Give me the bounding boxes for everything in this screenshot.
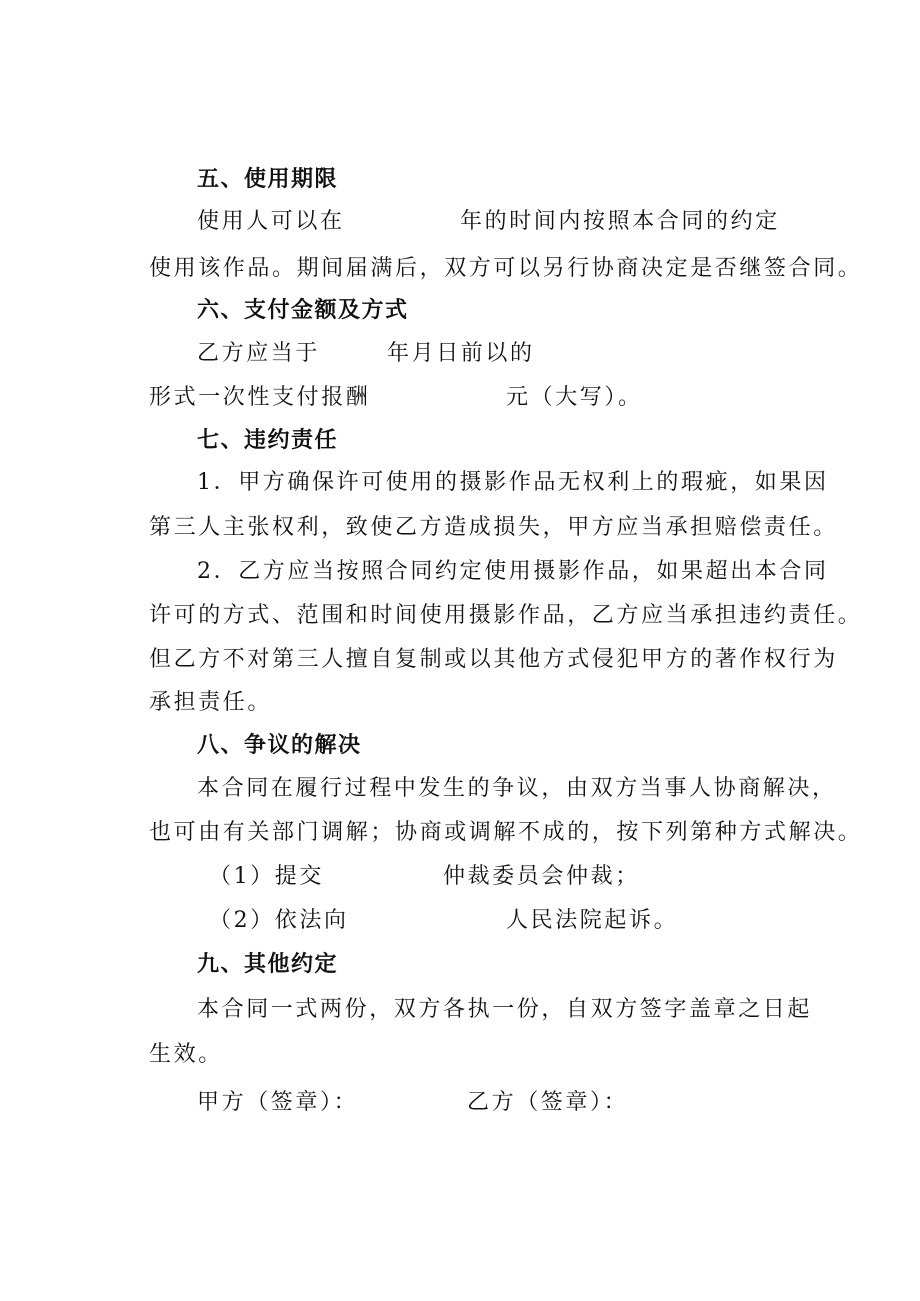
liability-item2-line4: 承担责任。 [149, 690, 273, 715]
liability-item2-line1: 2．乙方应当按照合同约定使用摄影作品，如果超出本合同 [197, 559, 829, 584]
payment-text-date: 年月日前以的 [387, 341, 535, 366]
liability-item2-line3: 但乙方不对第三人擅自复制或以其他方式侵犯甲方的著作权行为 [149, 647, 838, 672]
dispute-option1-end: 仲裁委员会仲裁； [443, 864, 640, 889]
dispute-text-line2: 也可由有关部门调解；协商或调解不成的，按下列第种方式解决。 [149, 820, 863, 845]
section-heading-dispute: 八、争议的解决 [197, 733, 362, 758]
payment-text-start: 乙方应当于 [197, 341, 321, 366]
section-heading-liability: 七、违约责任 [197, 428, 339, 453]
other-text-line2: 生效。 [149, 1042, 223, 1067]
payment-text-form: 形式一次性支付报酬 [149, 385, 371, 410]
party-a-signature-label: 甲方（签章）： [197, 1090, 359, 1115]
dispute-option2-start: （2）依法向 [209, 908, 349, 933]
other-text-line1: 本合同一式两份，双方各执一份，自双方签字盖章之日起 [197, 997, 813, 1022]
section-heading-payment: 六、支付金额及方式 [197, 298, 409, 323]
liability-item1-line1: 1．甲方确保许可使用的摄影作品无权利上的瑕疵，如果因 [197, 470, 829, 495]
section-heading-term: 五、使用期限 [197, 167, 339, 192]
section-heading-other: 九、其他约定 [197, 952, 339, 977]
payment-text-amount: 元（大写）。 [506, 385, 643, 410]
party-b-signature-label: 乙方（签章）： [467, 1090, 629, 1115]
dispute-text-line1: 本合同在履行过程中发生的争议，由双方当事人协商解决， [197, 776, 837, 801]
dispute-option1-start: （1）提交 [209, 864, 324, 889]
term-text-line2: 使用该作品。期间届满后，双方可以另行协商决定是否继签合同。 [149, 256, 863, 281]
liability-item1-line2: 第三人主张权利，致使乙方造成损失，甲方应当承担赔偿责任。 [149, 515, 838, 540]
term-text-start: 使用人可以在 [197, 209, 345, 234]
liability-item2-line2: 许可的方式、范围和时间使用摄影作品，乙方应当承担违约责任。 [149, 603, 863, 628]
term-text-end: 年的时间内按照本合同的约定 [460, 209, 780, 234]
dispute-option2-end: 人民法院起诉。 [506, 908, 679, 933]
